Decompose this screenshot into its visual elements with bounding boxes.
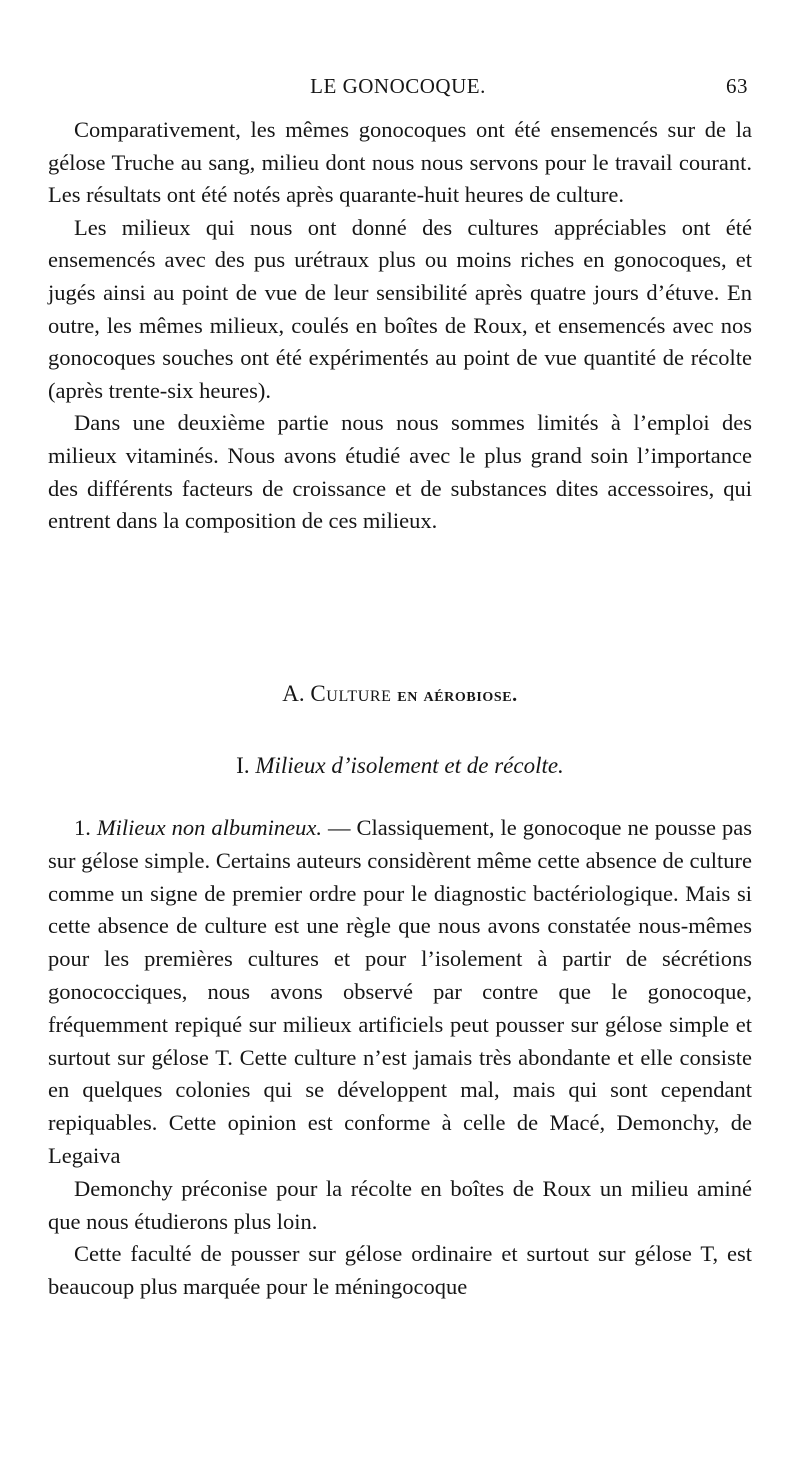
page-number: 63 <box>726 74 748 98</box>
paragraph: Dans une deuxième partie nous nous sommes limités à l’emploi des milieux vitaminés. Nous avons étudié avec le plus grand soin l’importance des différents facteurs de croissance et de substances dites accessoires, qui entrent dans la composition de ces milieux. <box>48 410 752 534</box>
paragraph: Cette faculté de pousser sur gélose ordinaire et surtout sur gélose T, est beaucoup plus marquée pour le méningocoque <box>48 1241 752 1300</box>
em-dash: — <box>321 815 357 840</box>
section-letter: A. <box>282 681 305 706</box>
paragraph <box>48 812 752 1173</box>
subsection-title: Milieux non albumineux. <box>96 815 322 840</box>
section-numeral: I. <box>236 753 250 778</box>
paragraph: Les milieux qui nous ont donné des cultures appréciables ont été ensemencés avec des pus urétraux plus ou moins riches en gonocoques, et jugés ainsi au point de vue de leur sensibilité après quatre jours d’étuve. En outre, les mêmes milieux, coulés en boîtes de Roux, et ensemencés avec nos gonocoques souches ont été expérimentés au point de vue quantité de récolte (après trente-six heures). <box>48 214 752 403</box>
paragraph: Comparativement, les mêmes gonocoques ont été ensemencés sur de la gélose Truche au sang, milieu dont nous nous servons pour le travail courant. Les résultats ont été notés après quarante-huit heures de culture. <box>48 117 752 208</box>
paragraph-text: Classiquement, le gonocoque ne pousse pas sur gélose simple. Certains auteurs considèrent même cette absence de culture comme un signe de premier ordre pour le diagnostic bactériologique. Mais si cette absence de culture est une règle que nous avons constatée nous-mêmes pour les premières cultures et pour l’isolement à partir de sécrétions gonococciques, nous avons observé par contre que le gonocoque, fréquemment repiqué sur milieux artificiels peut pousser sur gélose simple et surtout sur gélose T. Cette culture n’est jamais très abondante et elle consiste en quelques colonies qui se développent mal, mais qui sont cependant repiquables. Cette opinion est conforme à celle de Macé, Demonchy, de Legaiva <box>48 815 752 1168</box>
section-heading-a <box>48 681 752 707</box>
running-title: LE GONOCOQUE. <box>310 74 486 98</box>
section-title-word: Culture <box>310 681 392 706</box>
running-header <box>48 74 748 104</box>
section-title-rest: en aérobiose. <box>397 684 518 706</box>
section-heading-1 <box>48 753 752 779</box>
paragraph: Demonchy préconise pour la récolte en boîtes de Roux un milieu aminé que nous étudierons plus loin. <box>48 1175 752 1234</box>
section-body <box>48 812 752 1304</box>
intro-text <box>48 114 752 538</box>
subsection-number: 1. <box>74 815 91 840</box>
section-title: Milieux d’isolement et de récolte. <box>255 753 564 778</box>
